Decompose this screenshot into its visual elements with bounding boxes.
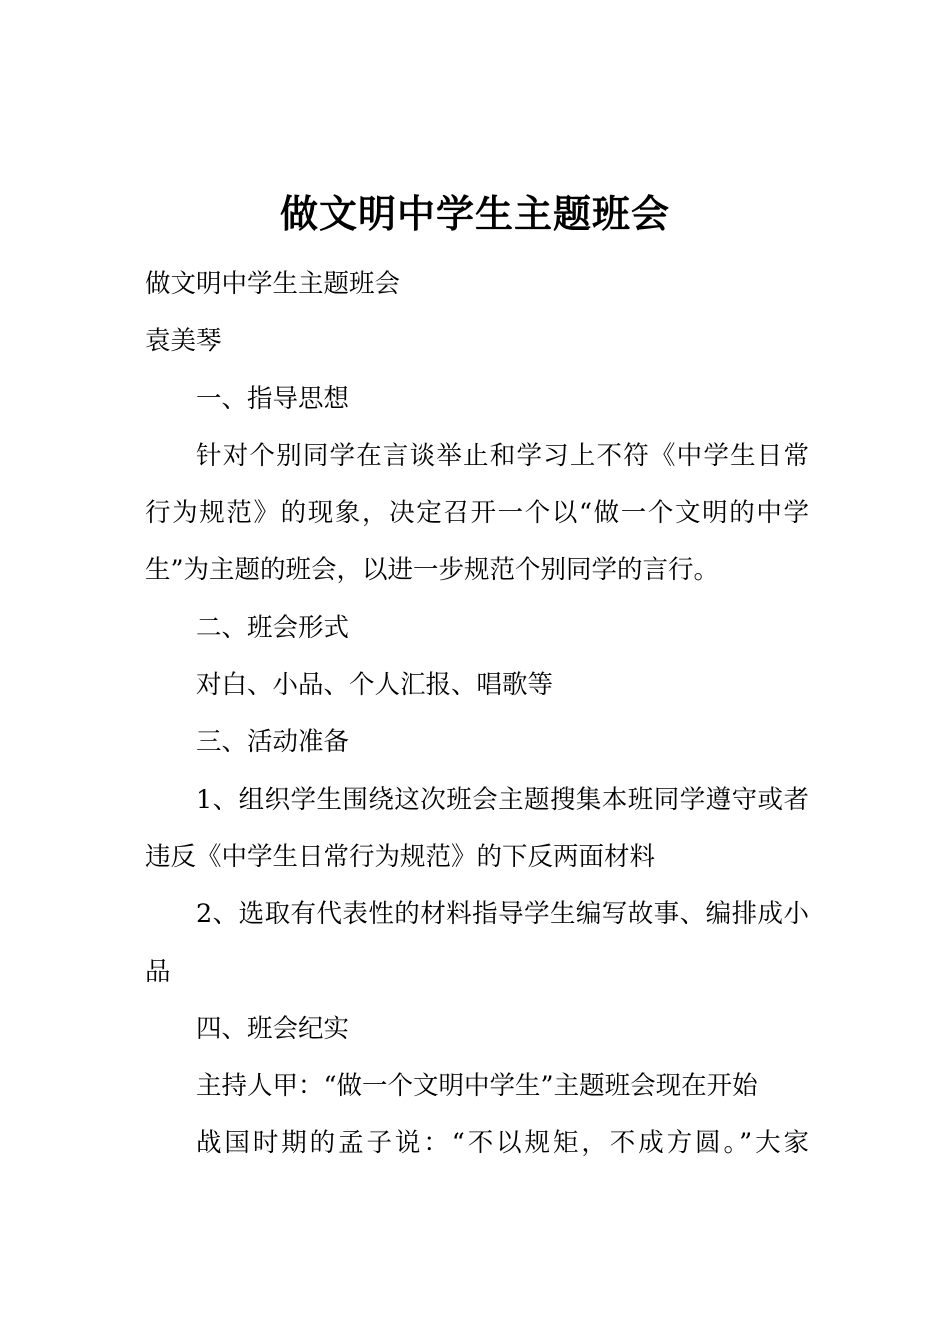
paragraph-line: 生”为主题的班会，以进一步规范个别同学的言行。 <box>145 555 720 586</box>
author-line: 袁美琴 <box>145 326 222 357</box>
paragraph-line: 行为规范》的现象，决定召开一个以“做一个文明的中学 <box>145 498 809 529</box>
paragraph-line: 针对个别同学在言谈举止和学习上不符《中学生日常 <box>196 440 809 471</box>
section-heading-guiding-thought: 一、指导思想 <box>196 383 350 414</box>
document-title: 做文明中学生主题班会 <box>279 191 670 236</box>
subtitle-line: 做文明中学生主题班会 <box>145 269 401 299</box>
paragraph-line: 对白、小品、个人汇报、唱歌等 <box>196 670 554 701</box>
paragraph-line: 品 <box>145 956 171 987</box>
section-heading-record: 四、班会纪实 <box>196 1013 350 1044</box>
section-heading-format: 二、班会形式 <box>196 612 350 643</box>
paragraph-line: 1、组织学生围绕这次班会主题搜集本班同学遵守或者 <box>196 784 809 815</box>
section-heading-preparation: 三、活动准备 <box>196 727 350 758</box>
paragraph-line: 2、选取有代表性的材料指导学生编写故事、编排成小 <box>196 899 809 930</box>
paragraph-line: 主持人甲：“做一个文明中学生”主题班会现在开始 <box>196 1071 758 1102</box>
paragraph-line: 违反《中学生日常行为规范》的下反两面材料 <box>145 841 656 872</box>
document-body <box>145 256 809 1173</box>
paragraph-line: 战国时期的孟子说：“不以规矩，不成方圆。”大家 <box>196 1128 809 1159</box>
